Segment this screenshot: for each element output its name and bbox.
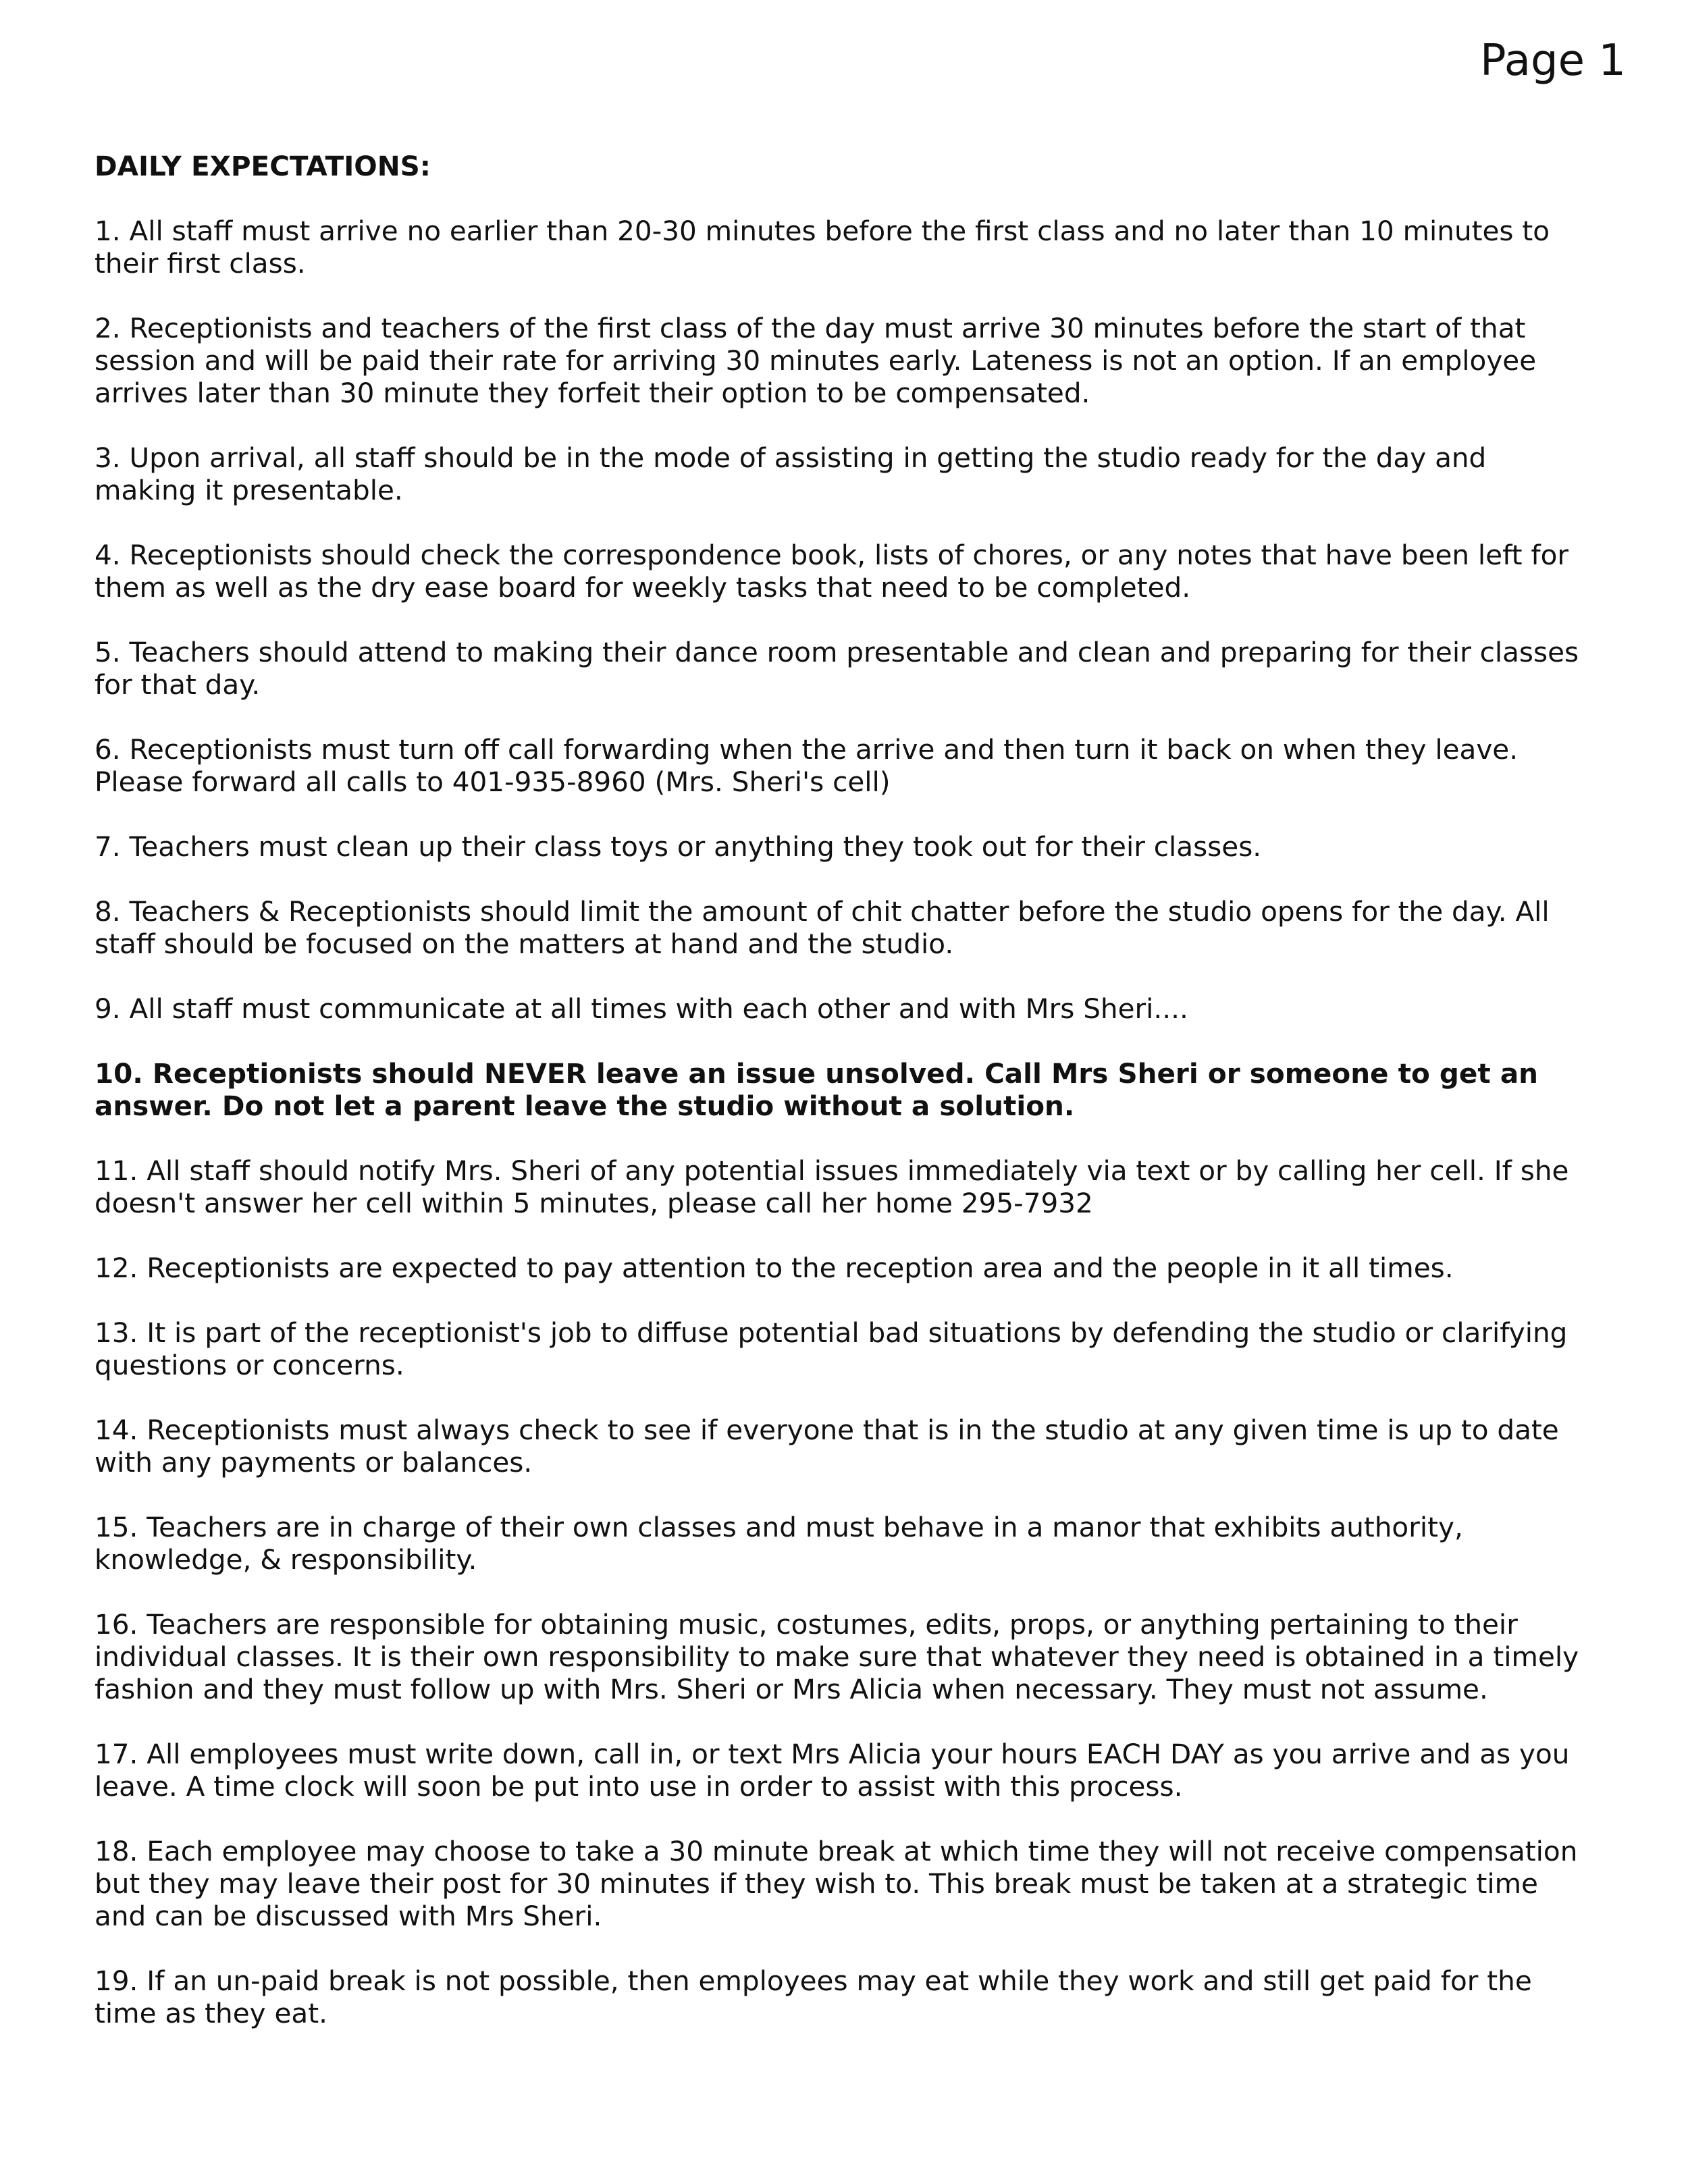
expectation-item: 12. Receptionists are expected to pay attention to the reception area and the people in it all times. <box>95 1252 1454 1284</box>
page-number: Page 1 <box>1480 36 1626 86</box>
expectations-list <box>95 215 1593 2029</box>
expectation-item: 5. Teachers should attend to making their dance room presentable and clean and preparing for their classes for that day. <box>95 636 1579 701</box>
expectation-item: 1. All staff must arrive no earlier than 20-30 minutes before the first class and no later than 10 minutes to their first class. <box>95 215 1550 279</box>
expectation-item: 14. Receptionists must always check to see if everyone that is in the studio at any given time is up to date with any payments or balances. <box>95 1414 1559 1479</box>
expectation-item: 11. All staff should notify Mrs. Sheri of any potential issues immediately via text or by calling her cell. If she doesn't answer her cell within 5 minutes, please call her home 295-7932 <box>95 1154 1569 1219</box>
expectation-item: 8. Teachers & Receptionists should limit the amount of chit chatter before the studio opens for the day. All staff should be focused on the matters at hand and the studio. <box>95 895 1550 960</box>
expectation-item: 4. Receptionists should check the correspondence book, lists of chores, or any notes that have been left for them as well as the dry ease board for weekly tasks that need to be completed. <box>95 539 1569 604</box>
expectation-item: 17. All employees must write down, call in, or text Mrs Alicia your hours EACH DAY as you arrive and as you leave. A time clock will soon be put into use in order to assist with this process. <box>95 1738 1570 1803</box>
expectation-item: 6. Receptionists must turn off call forwarding when the arrive and then turn it back on when they leave. Please forward all calls to 401-935-8960 (Mrs. Sheri's cell) <box>95 733 1519 798</box>
expectation-item: 2. Receptionists and teachers of the first class of the day must arrive 30 minutes before the start of that session and will be paid their rate for arriving 30 minutes early. Lateness is not an option. If an employee arrives later than 30 minute they forfeit their option to be compensated. <box>95 312 1537 409</box>
expectation-item: 10. Receptionists should NEVER leave an issue unsolved. Call Mrs Sheri or someone to get an answer. Do not let a parent leave the studio without a solution. <box>95 1057 1538 1122</box>
expectation-item: 15. Teachers are in charge of their own classes and must behave in a manor that exhibits authority, knowledge, & responsibility. <box>95 1511 1463 1576</box>
expectation-item: 16. Teachers are responsible for obtaining music, costumes, edits, props, or anything pertaining to their individual classes. It is their own responsibility to make sure that whatever they need is obtained in a timely fashion and they must follow up with Mrs. Sheri or Mrs Alicia when necessary. They must not assume. <box>95 1608 1579 1705</box>
document-body <box>95 150 1593 2062</box>
expectation-item: 9. All staff must communicate at all times with each other and with Mrs Sheri.... <box>95 992 1188 1025</box>
expectation-item: 19. If an un-paid break is not possible, then employees may eat while they work and still get paid for the time as they eat. <box>95 1965 1532 2029</box>
expectation-item: 18. Each employee may choose to take a 30 minute break at which time they will not receive compensation but they may leave their post for 30 minutes if they wish to. This break must be taken at a strategic time and can be discussed with Mrs Sheri. <box>95 1835 1578 1932</box>
expectation-item: 7. Teachers must clean up their class toys or anything they took out for their classes. <box>95 830 1262 863</box>
expectation-item: 3. Upon arrival, all staff should be in the mode of assisting in getting the studio ready for the day and making it presentable. <box>95 442 1487 506</box>
expectation-item: 13. It is part of the receptionist's job to diffuse potential bad situations by defending the studio or clarifying questions or concerns. <box>95 1316 1568 1381</box>
document-heading: DAILY EXPECTATIONS: <box>95 150 431 182</box>
